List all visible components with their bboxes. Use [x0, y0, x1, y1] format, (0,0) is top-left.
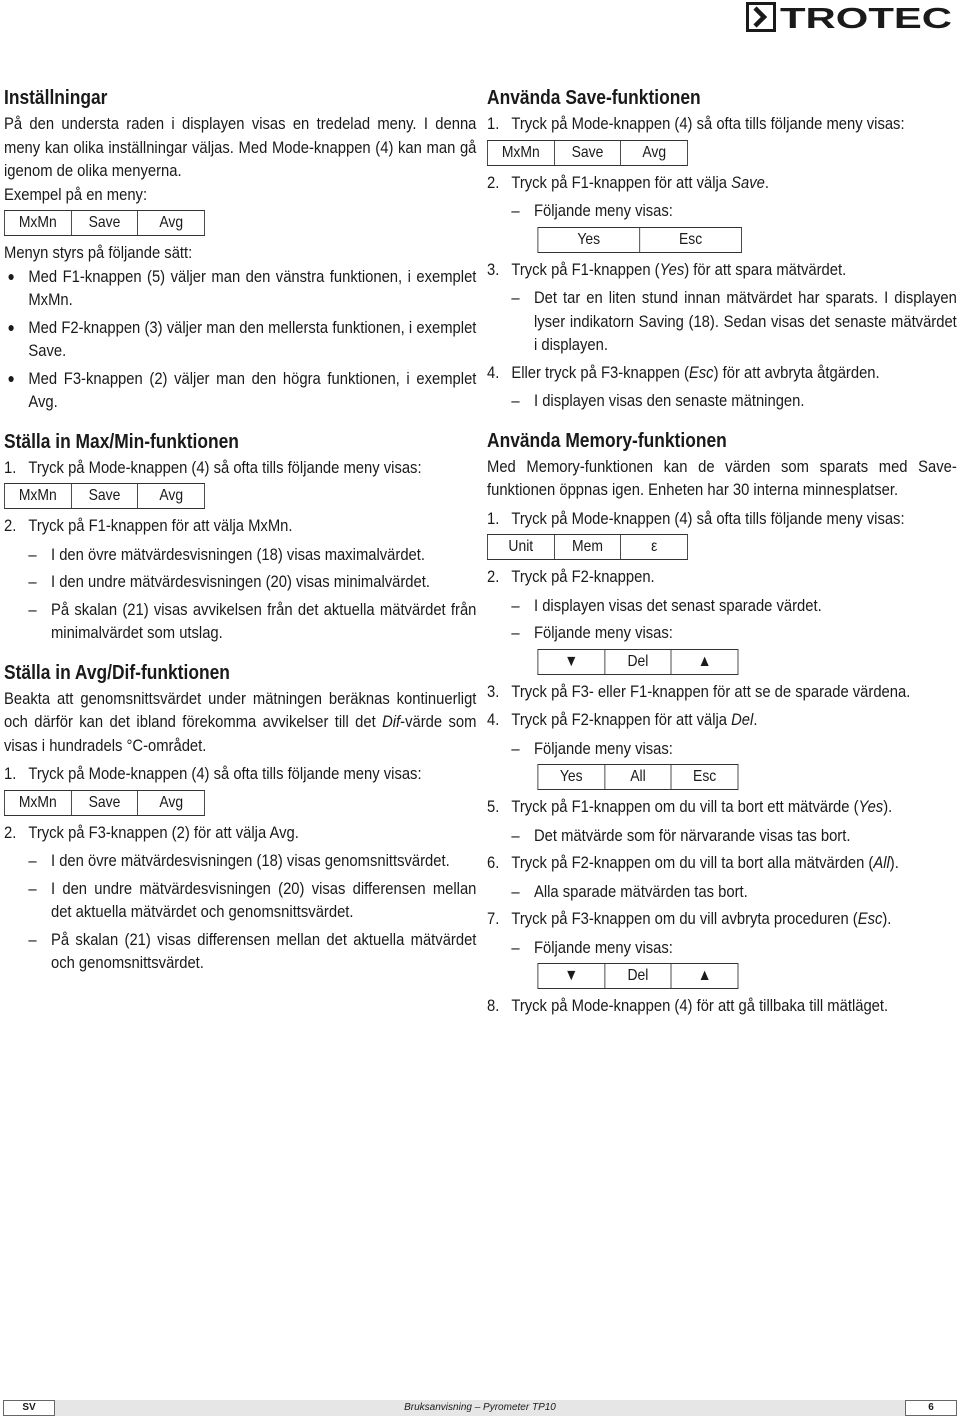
menu-cell: Del — [604, 964, 671, 988]
menu-cell: Esc — [639, 228, 741, 252]
menu-display — [537, 227, 741, 253]
trotec-logo — [746, 2, 958, 32]
heading-max-min: Ställa in Max/Min-funktionen — [4, 430, 239, 453]
menu-cell: Yes — [559, 768, 583, 785]
menu-cell: Save — [554, 141, 621, 165]
menu-display — [537, 649, 738, 675]
bullet-dot-icon: ● — [7, 318, 15, 335]
menu-cell: MxMn — [18, 487, 57, 504]
memory-intro: Med Memory-funktionen kan de värden som sparats med Save-funktionen öppnas igen. Enheten har 30 interna minnesplatser. — [487, 456, 957, 499]
step-item: 1. Tryck på Mode-knappen (4) så ofta tills följande meny visas: — [4, 457, 422, 477]
menu-cell: Del — [604, 650, 671, 674]
dash-item: – Det mätvärde som för närvarande visas tas bort. — [511, 825, 851, 845]
avg-dif-intro: Beakta att genomsnittsvärdet under mätningen beräknas kontinuerligt och därför kan det ibland förekomma avvikelser till det Dif-värde som visas i hundradels °C-området. — [4, 688, 477, 755]
menu-cell: Mem — [554, 535, 621, 559]
heading-memory: Använda Memory-funktionen — [487, 429, 727, 452]
bullet-item: ● Med F3-knappen (2) väljer man den högra funktionen, i exemplet Avg. — [4, 367, 476, 414]
menu-cell: Avg — [620, 141, 687, 165]
settings-intro: På den understa raden i displayen visas en tredelad meny. I denna meny kan olika inställningar väljas. Med Mode-knappen (4) kan man gå igenom de olika menyerna. — [4, 114, 477, 180]
step-item: 7. Tryck på F3-knappen om du vill avbryta proceduren (Esc). — [487, 909, 892, 928]
step-item: 3. Tryck på F1-knappen (Yes) för att spara mätvärdet. — [487, 259, 847, 279]
dash-item: – Följande meny visas: — [511, 201, 673, 220]
menu-cell: Avg — [137, 484, 204, 508]
step-item: 2. Tryck på F1-knappen för att välja Save. — [487, 172, 769, 192]
arrow-down-icon: ▼ — [564, 652, 579, 670]
dash-item: – Följande meny visas: — [511, 623, 673, 642]
bullet-dot-icon: ● — [7, 267, 15, 284]
step-item: 2. Tryck på F2-knappen. — [487, 567, 655, 586]
menu-cell: Avg — [137, 211, 204, 235]
arrow-up-icon: ▲ — [671, 964, 738, 988]
menu-display — [4, 483, 205, 509]
footer-language: SV — [3, 1400, 55, 1416]
menu-cell: Esc — [671, 765, 738, 789]
menu-cell: ε — [620, 535, 687, 559]
heading-save: Använda Save-funktionen — [487, 87, 701, 109]
step-item: 4. Tryck på F2-knappen för att välja Del. — [487, 710, 758, 729]
step-item: 4. Eller tryck på F3-knappen (Esc) för att avbryta åtgärden. — [487, 362, 880, 382]
step-item: 5. Tryck på F1-knappen om du vill ta bort ett mätvärde (Yes). — [487, 797, 893, 816]
step-item: 2. Tryck på F1-knappen för att välja MxMn. — [4, 516, 293, 535]
dash-item: – I den undre mätvärdesvisningen (20) visas minimalvärdet. — [28, 572, 430, 591]
menu-cell: MxMn — [18, 793, 57, 811]
dash-item: – På skalan (21) visas avvikelsen från det aktuella mätvärdet från minimalvärdet som utslag. — [28, 599, 477, 642]
menu-cell: Avg — [137, 791, 204, 815]
dash-item: – I displayen visas det senast sparade värdet. — [511, 595, 822, 615]
step-item: 1. Tryck på Mode-knappen (4) så ofta tills följande meny visas: — [487, 508, 905, 528]
dash-item: – Följande meny visas: — [511, 937, 673, 957]
arrow-down-icon: ▼ — [564, 967, 579, 984]
dash-item: – I den undre mätvärdesvisningen (20) visas differensen mellan det aktuella mätvärdet och genomsnittsvärdet. — [28, 878, 477, 921]
step-item: 8. Tryck på Mode-knappen (4) för att gå tillbaka till mätläget. — [487, 996, 889, 1015]
brand-wordmark: TROTEC — [780, 3, 953, 32]
step-item: 1. Tryck på Mode-knappen (4) så ofta tills följande meny visas: — [4, 764, 422, 783]
example-label: Exempel på en meny: — [4, 184, 148, 204]
bullet-dot-icon: ● — [7, 369, 15, 386]
dash-item: – Följande meny visas: — [511, 738, 673, 758]
step-item: 6. Tryck på F2-knappen om du vill ta bort alla mätvärden (All). — [487, 853, 899, 872]
step-item: 1. Tryck på Mode-knappen (4) så ofta tills följande meny visas: — [487, 114, 905, 133]
step-item: 3. Tryck på F3- eller F1-knappen för att se de sparade värdena. — [487, 681, 911, 701]
menu-cell: MxMn — [18, 214, 57, 231]
control-label: Menyn styrs på följande sätt: — [4, 243, 193, 262]
left-column — [4, 86, 476, 979]
menu-cell: Save — [71, 791, 138, 815]
menu-cell: MxMn — [501, 143, 540, 161]
step-item: 2. Tryck på F3-knappen (2) för att välja Avg. — [4, 822, 299, 842]
menu-cell: Save — [71, 484, 138, 508]
dash-item: – Det tar en liten stund innan mätvärdet har sparats. I displayen lyser indikatorn Saving (18). Sedan visas det senaste mätvärdet i displayen. — [511, 288, 957, 354]
menu-cell: Save — [71, 211, 138, 235]
menu-display — [537, 963, 738, 989]
footer-document-title: Bruksanvisning – Pyrometer TP10 — [404, 1402, 556, 1413]
menu-display — [487, 534, 688, 560]
menu-display — [4, 210, 205, 236]
heading-avg-dif: Ställa in Avg/Dif-funktionen — [4, 661, 230, 684]
right-column — [487, 86, 957, 1018]
bullet-item: ● Med F2-knappen (3) väljer man den mellersta funktionen, i exemplet Save. — [4, 316, 476, 363]
page-footer — [3, 1400, 957, 1416]
menu-cell: Yes — [577, 230, 601, 248]
dash-item: – I displayen visas den senaste mätningen. — [511, 391, 805, 410]
footer-page-number: 6 — [905, 1400, 957, 1416]
menu-display — [537, 764, 738, 790]
heading-installningar: Inställningar — [4, 87, 108, 109]
dash-item: – På skalan (21) visas differensen mellan det aktuella mätvärdet och genomsnittsvärdet. — [28, 929, 477, 972]
dash-item: – I den övre mätvärdesvisningen (18) visas maximalvärdet. — [28, 544, 425, 564]
menu-display — [4, 790, 205, 816]
arrow-up-icon: ▲ — [671, 650, 738, 674]
menu-cell: All — [604, 765, 671, 789]
bullet-item: ● Med F1-knappen (5) väljer man den vänstra funktionen, i exemplet MxMn. — [4, 265, 476, 312]
dash-item: – I den övre mätvärdesvisningen (18) visas genomsnittsvärdet. — [28, 851, 450, 870]
menu-cell: Unit — [508, 538, 534, 555]
menu-display — [487, 140, 688, 166]
dash-item: – Alla sparade mätvärden tas bort. — [511, 881, 748, 901]
